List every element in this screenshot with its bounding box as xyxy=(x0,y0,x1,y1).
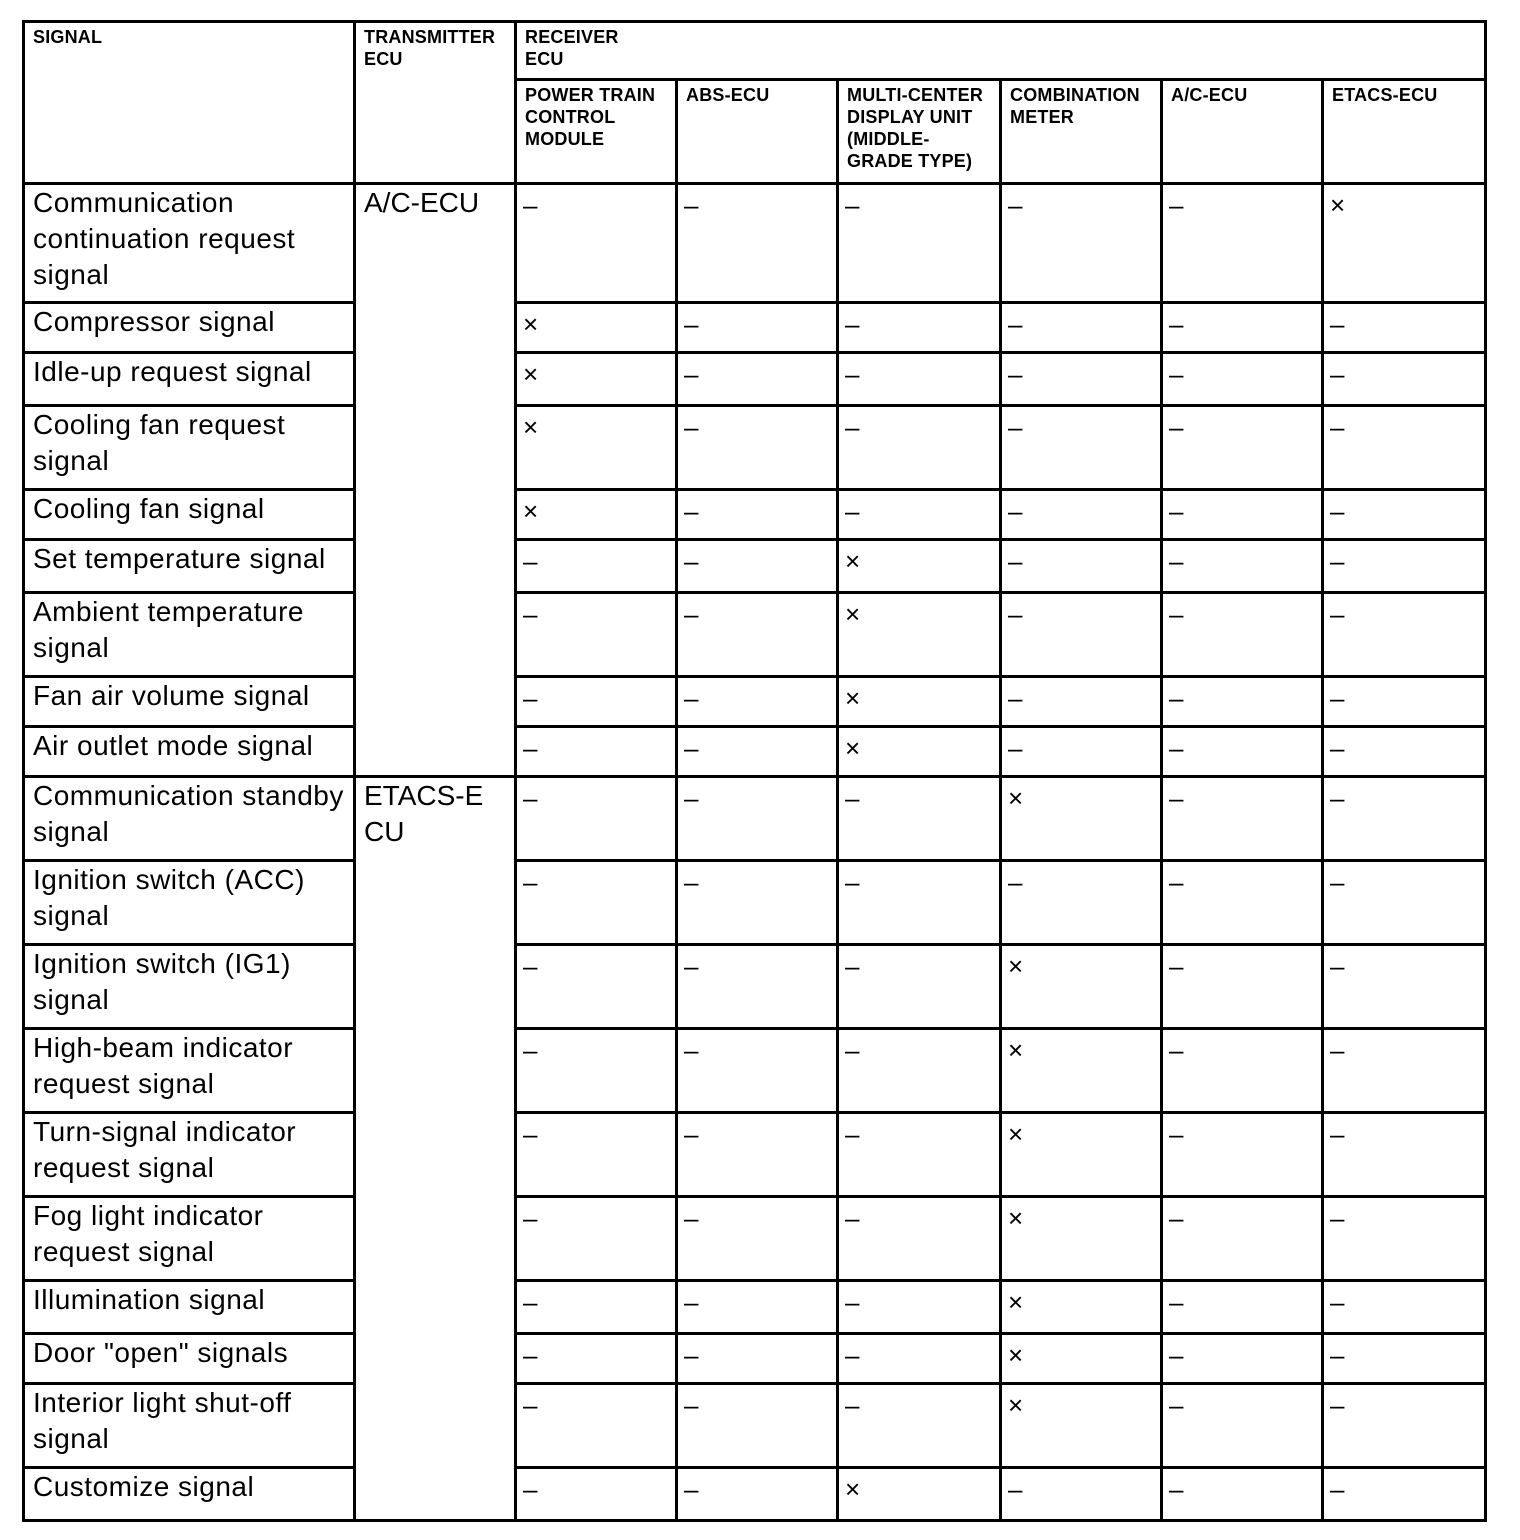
receiver-mark-cell: – xyxy=(1001,593,1162,677)
receiver-mark-cell: – xyxy=(1001,184,1162,303)
header-receiver-5: A/C-ECU xyxy=(1162,80,1323,184)
receiver-mark-cell: – xyxy=(677,490,838,540)
receiver-mark-cell: – xyxy=(1323,1113,1486,1197)
receiver-mark-cell: – xyxy=(677,861,838,945)
receiver-mark-cell: – xyxy=(1323,1029,1486,1113)
receiver-mark-cell: – xyxy=(1001,727,1162,777)
receiver-mark-cell: – xyxy=(677,1029,838,1113)
receiver-mark-cell: – xyxy=(677,593,838,677)
receiver-mark-cell: – xyxy=(838,1384,1001,1468)
receiver-mark-cell: – xyxy=(677,303,838,353)
receiver-mark-cell: – xyxy=(838,1334,1001,1384)
receiver-mark-cell: × xyxy=(1001,1334,1162,1384)
receiver-mark-cell: – xyxy=(516,184,677,303)
receiver-mark-cell: – xyxy=(1323,1197,1486,1281)
receiver-mark-cell: – xyxy=(1323,1384,1486,1468)
receiver-mark-cell: – xyxy=(1323,303,1486,353)
receiver-mark-cell: – xyxy=(1162,1384,1323,1468)
receiver-mark-cell: – xyxy=(838,406,1001,490)
table-row xyxy=(24,1029,1486,1113)
receiver-mark-cell: – xyxy=(838,1197,1001,1281)
header-receiver-2: ABS-ECU xyxy=(677,80,838,184)
receiver-mark-cell: – xyxy=(838,945,1001,1029)
signal-name-cell: Set temperature signal xyxy=(24,540,355,593)
receiver-mark-cell: – xyxy=(516,540,677,593)
table-row xyxy=(24,1281,1486,1334)
signal-name-cell: High-beam indicator request signal xyxy=(24,1029,355,1113)
receiver-mark-cell: × xyxy=(1001,777,1162,861)
header-receiver-ecu: RECEIVER ECU xyxy=(516,22,1486,80)
receiver-mark-cell: – xyxy=(1162,490,1323,540)
receiver-mark-cell: – xyxy=(516,861,677,945)
receiver-mark-cell: – xyxy=(1162,677,1323,727)
receiver-mark-cell: – xyxy=(1001,353,1162,406)
receiver-mark-cell: × xyxy=(1001,1029,1162,1113)
receiver-mark-cell: – xyxy=(677,1113,838,1197)
signal-matrix-table xyxy=(22,20,1487,1522)
receiver-mark-cell: – xyxy=(516,1384,677,1468)
receiver-mark-cell: × xyxy=(1001,1281,1162,1334)
table-row xyxy=(24,490,1486,540)
receiver-mark-cell: – xyxy=(516,1334,677,1384)
receiver-mark-cell: – xyxy=(1001,861,1162,945)
receiver-mark-cell: – xyxy=(838,1113,1001,1197)
receiver-mark-cell: × xyxy=(838,1468,1001,1521)
receiver-mark-cell: – xyxy=(516,1281,677,1334)
table-row xyxy=(24,861,1486,945)
receiver-mark-cell: – xyxy=(1001,490,1162,540)
receiver-mark-cell: – xyxy=(1323,727,1486,777)
signal-name-cell: Ambient temperature signal xyxy=(24,593,355,677)
receiver-mark-cell: – xyxy=(1162,184,1323,303)
header-receiver-3: MULTI-CENTER DISPLAY UNIT (MIDDLE- GRADE TYPE) xyxy=(838,80,1001,184)
signal-name-cell: Illumination signal xyxy=(24,1281,355,1334)
table-row xyxy=(24,1113,1486,1197)
table-row xyxy=(24,353,1486,406)
receiver-mark-cell: × xyxy=(516,406,677,490)
receiver-mark-cell: – xyxy=(677,353,838,406)
receiver-mark-cell: – xyxy=(838,861,1001,945)
receiver-mark-cell: – xyxy=(516,1029,677,1113)
receiver-mark-cell: – xyxy=(838,777,1001,861)
receiver-mark-cell: × xyxy=(516,490,677,540)
header-transmitter-ecu: TRANSMITTER ECU xyxy=(355,22,516,184)
receiver-mark-cell: – xyxy=(677,1281,838,1334)
signal-name-cell: Idle-up request signal xyxy=(24,353,355,406)
receiver-mark-cell: – xyxy=(1162,593,1323,677)
receiver-mark-cell: – xyxy=(516,1113,677,1197)
receiver-mark-cell: – xyxy=(1001,677,1162,727)
receiver-mark-cell: – xyxy=(677,540,838,593)
signal-name-cell: Air outlet mode signal xyxy=(24,727,355,777)
receiver-mark-cell: – xyxy=(677,406,838,490)
receiver-mark-cell: × xyxy=(1001,1113,1162,1197)
signal-name-cell: Communication standby signal xyxy=(24,777,355,861)
receiver-mark-cell: – xyxy=(1162,303,1323,353)
receiver-mark-cell: – xyxy=(1162,1029,1323,1113)
receiver-mark-cell: – xyxy=(1323,1468,1486,1521)
receiver-mark-cell: – xyxy=(838,303,1001,353)
receiver-mark-cell: – xyxy=(1323,490,1486,540)
receiver-mark-cell: × xyxy=(1001,1197,1162,1281)
receiver-mark-cell: – xyxy=(1323,861,1486,945)
receiver-mark-cell: – xyxy=(1001,1468,1162,1521)
signal-name-cell: Cooling fan signal xyxy=(24,490,355,540)
receiver-mark-cell: – xyxy=(1323,677,1486,727)
receiver-mark-cell: – xyxy=(1323,945,1486,1029)
table-row xyxy=(24,677,1486,727)
signal-name-cell: Fan air volume signal xyxy=(24,677,355,727)
receiver-mark-cell: × xyxy=(516,303,677,353)
receiver-mark-cell: – xyxy=(677,945,838,1029)
receiver-mark-cell: – xyxy=(1162,1334,1323,1384)
table-row xyxy=(24,593,1486,677)
receiver-mark-cell: – xyxy=(1323,593,1486,677)
signal-name-cell: Compressor signal xyxy=(24,303,355,353)
table-row xyxy=(24,1468,1486,1521)
receiver-mark-cell: – xyxy=(1162,1281,1323,1334)
receiver-mark-cell: – xyxy=(516,945,677,1029)
receiver-mark-cell: – xyxy=(1162,1197,1323,1281)
signal-name-cell: Ignition switch (IG1) signal xyxy=(24,945,355,1029)
receiver-mark-cell: – xyxy=(677,677,838,727)
receiver-mark-cell: – xyxy=(677,1197,838,1281)
header-receiver-1: POWER TRAIN CONTROL MODULE xyxy=(516,80,677,184)
table-row xyxy=(24,184,1486,303)
signal-name-cell: Turn-signal indicator request signal xyxy=(24,1113,355,1197)
receiver-mark-cell: × xyxy=(1001,945,1162,1029)
receiver-mark-cell: – xyxy=(1001,540,1162,593)
receiver-mark-cell: – xyxy=(516,593,677,677)
receiver-mark-cell: – xyxy=(838,490,1001,540)
signal-name-cell: Interior light shut-off signal xyxy=(24,1384,355,1468)
receiver-mark-cell: – xyxy=(677,1334,838,1384)
receiver-mark-cell: – xyxy=(677,727,838,777)
receiver-mark-cell: – xyxy=(516,1468,677,1521)
receiver-mark-cell: – xyxy=(1162,777,1323,861)
receiver-mark-cell: – xyxy=(1001,406,1162,490)
signal-name-cell: Fog light indicator request signal xyxy=(24,1197,355,1281)
signal-name-cell: Door "open" signals xyxy=(24,1334,355,1384)
table-row xyxy=(24,1384,1486,1468)
receiver-mark-cell: – xyxy=(1162,1468,1323,1521)
receiver-mark-cell: × xyxy=(1001,1384,1162,1468)
receiver-mark-cell: – xyxy=(677,1384,838,1468)
signal-name-cell: Communication continuation request signal xyxy=(24,184,355,303)
header-receiver-6: ETACS-ECU xyxy=(1323,80,1486,184)
receiver-mark-cell: – xyxy=(838,1029,1001,1113)
receiver-mark-cell: × xyxy=(838,593,1001,677)
table-row xyxy=(24,945,1486,1029)
receiver-mark-cell: – xyxy=(1162,945,1323,1029)
table-row xyxy=(24,540,1486,593)
receiver-mark-cell: – xyxy=(1323,353,1486,406)
receiver-mark-cell: × xyxy=(838,677,1001,727)
receiver-mark-cell: – xyxy=(1323,540,1486,593)
table-row xyxy=(24,727,1486,777)
receiver-mark-cell: – xyxy=(1323,1281,1486,1334)
receiver-mark-cell: × xyxy=(838,727,1001,777)
signal-name-cell: Ignition switch (ACC) signal xyxy=(24,861,355,945)
receiver-mark-cell: – xyxy=(1001,303,1162,353)
table-row xyxy=(24,777,1486,861)
receiver-mark-cell: × xyxy=(838,540,1001,593)
receiver-mark-cell: – xyxy=(838,184,1001,303)
receiver-mark-cell: – xyxy=(1162,353,1323,406)
receiver-mark-cell: × xyxy=(1323,184,1486,303)
receiver-mark-cell: – xyxy=(1162,1113,1323,1197)
receiver-mark-cell: – xyxy=(1162,406,1323,490)
receiver-mark-cell: – xyxy=(1162,861,1323,945)
table-row xyxy=(24,303,1486,353)
receiver-mark-cell: × xyxy=(516,353,677,406)
signal-name-cell: Customize signal xyxy=(24,1468,355,1521)
transmitter-ecu-cell: ETACS-E CU xyxy=(355,777,516,1521)
receiver-mark-cell: – xyxy=(1323,1334,1486,1384)
receiver-mark-cell: – xyxy=(516,727,677,777)
receiver-mark-cell: – xyxy=(1323,777,1486,861)
receiver-mark-cell: – xyxy=(516,777,677,861)
table-row xyxy=(24,406,1486,490)
receiver-mark-cell: – xyxy=(677,777,838,861)
header-signal: SIGNAL xyxy=(24,22,355,184)
receiver-mark-cell: – xyxy=(838,353,1001,406)
receiver-mark-cell: – xyxy=(516,677,677,727)
signal-name-cell: Cooling fan request signal xyxy=(24,406,355,490)
receiver-mark-cell: – xyxy=(677,1468,838,1521)
receiver-mark-cell: – xyxy=(516,1197,677,1281)
receiver-mark-cell: – xyxy=(1323,406,1486,490)
receiver-mark-cell: – xyxy=(838,1281,1001,1334)
transmitter-ecu-cell: A/C-ECU xyxy=(355,184,516,777)
receiver-mark-cell: – xyxy=(677,184,838,303)
table-row xyxy=(24,1197,1486,1281)
table-row xyxy=(24,1334,1486,1384)
receiver-mark-cell: – xyxy=(1162,540,1323,593)
receiver-mark-cell: – xyxy=(1162,727,1323,777)
header-receiver-4: COMBINATION METER xyxy=(1001,80,1162,184)
